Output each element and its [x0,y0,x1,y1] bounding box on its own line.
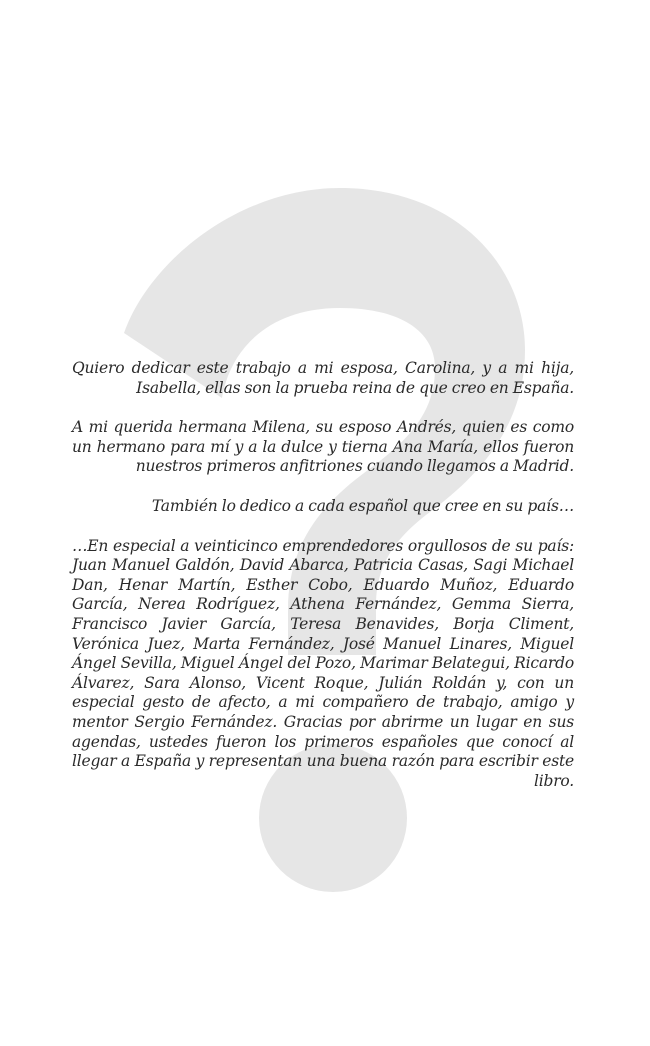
dedication-text [72,359,574,791]
dedication-paragraph-sister: A mi querida hermana Milena, su esposo Andrés, quien es como un hermano para mí y a la dulce y tierna Ana María, ellos fueron nuestros primeros anfitriones cuando llegamos a Madrid. [72,418,574,476]
dedication-paragraph-entrepreneurs: …En especial a veinticinco emprendedores orgullosos de su país: Juan Manuel Galdón, David Abarca, Patricia Casas, Sagi Michael Dan, Henar Martín, Esther Cobo, Eduardo Muñoz, Eduardo García, Nerea Rodríguez, Athena Fernández, Gemma Sierra, Francisco Javier García, Teresa Benavides, Borja Climent, Verónica Juez, Marta Fernández, José Manuel Linares, Miguel Ángel Sevilla, Miguel Ángel del Pozo, Marimar Belategui, Ricardo Álvarez, Sara Alonso, Vicent Roque, Julián Roldán y, con un especial gesto de afecto, a mi compañero de trabajo, amigo y mentor Sergio Fernández. Gracias por abrirme un lugar en sus agendas, ustedes fueron los primeros españoles que conocí al llegar a España y representan una buena razón para escribir este libro. [72,536,574,790]
dedication-paragraph-family: Quiero dedicar este trabajo a mi esposa, Carolina, y a mi hija, Isabella, ellas son la prueba reina de que creo en España. [72,359,574,397]
dedication-paragraph-spaniards: También lo dedico a cada español que cree en su país… [151,496,574,515]
